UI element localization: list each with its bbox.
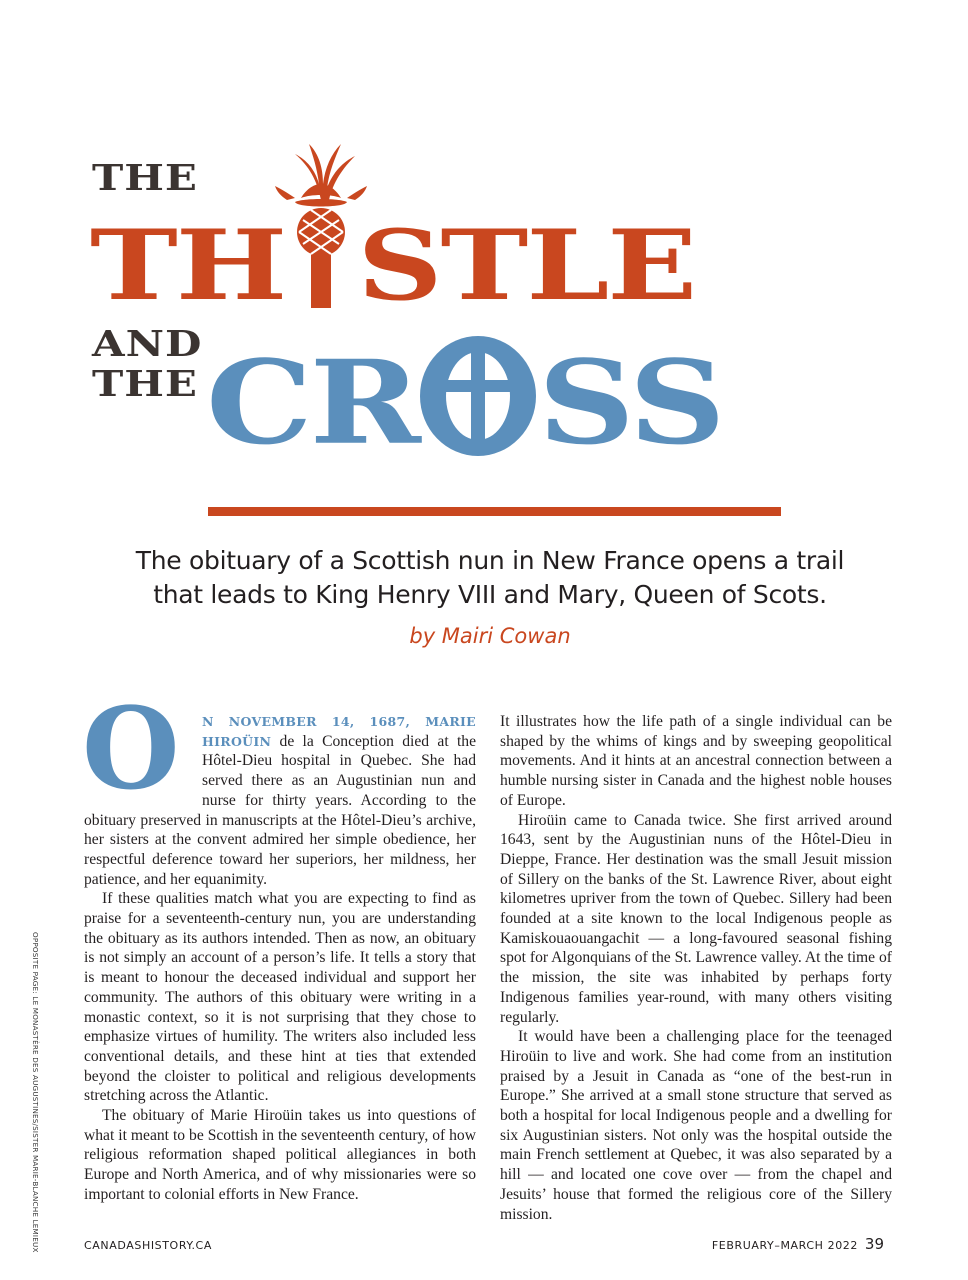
cross-text-right: SS: [538, 334, 723, 471]
article-byline: by Mairi Cowan: [409, 624, 571, 648]
deck-line-2: that leads to King Henry VIII and Mary, Queen of Scots.: [153, 580, 827, 609]
thistle-flower-icon: [273, 140, 369, 310]
lead-in: N NOVEMBER 14, 1687, MARIE HIROÜIN: [202, 714, 476, 749]
deck-line-1: The obituary of a Scottish nun in New France opens a trail: [135, 546, 845, 575]
thistle-letter-i-icon: [285, 196, 357, 314]
title-word-thistle: [90, 196, 880, 323]
paragraph-1: [82, 684, 476, 889]
paragraph-2: If these qualities match what you are expecting to find as praise for a seventeenth-century nun, you are understanding the obituary as its authors intended. Then as now, an obituary is not simply an account of a person’s life. It tells a story that is meant to honour the deceased individual and support her community. The authors of this obituary were writing in a monastic context, so it is not surprising that they chose to emphasize virtues of humility. The writers also included less conventional details, and these hint at ties that extended beyond the cloister to political and religious developments stretching across the Atlantic.: [84, 890, 476, 1105]
footer-website: CANADASHISTORY.CA: [84, 1239, 212, 1252]
title-word-the-top: THE: [92, 156, 198, 199]
cross-text-left: CR: [206, 334, 419, 471]
photo-credit: OPPOSITE PAGE: LE MONASTÈRE DES AUGUSTINES/SISTER MARIE-BLANCHE LEMIEUX: [31, 932, 40, 1253]
drop-cap: O: [82, 684, 180, 815]
title-divider: [208, 507, 781, 516]
cross-letter-o-icon: [418, 330, 538, 460]
paragraph-4: It illustrates how the life path of a single individual can be shaped by the whims of kings and by sweeping geopolitical movements. And it hints at an ancestral connection between a humble nursing sister in Canada and the highest noble houses of Europe.: [500, 713, 892, 809]
title-word-the-bottom: THE: [92, 362, 198, 405]
thistle-text-left: TH: [90, 208, 286, 323]
article-deck: [90, 544, 890, 612]
title-word-and: AND: [92, 322, 203, 365]
footer-page-number: 39: [864, 1235, 884, 1253]
footer-issue-date: FEBRUARY–MARCH 2022: [711, 1239, 858, 1252]
article-column-right: [500, 712, 892, 1224]
paragraph-6: It would have been a challenging place for the teenaged Hiroüin to live and work. She had come from an institution praised by a Jesuit in Canada as “one of the best-run in Europe.” She arrived at a small stone structure that served as both a hospital for local Indigenous people and a dwelling for six Augustinian sisters. Not only was the hospital outside the main French settlement at Quebec, it was also separated by a hill — and located one cove over — from the chapel and Jesuits’ house that formed the religious core of the Sillery mission.: [500, 1028, 892, 1223]
thistle-text-right: STLE: [357, 208, 696, 323]
paragraph-5: Hiroüin came to Canada twice. She first arrived around 1643, sent by the Augustinian nuns of the Hôtel-Dieu in Dieppe, France. Her destination was the small Jesuit mission of Sillery on the banks of the St. Lawrence River, about eight kilometres upriver from the town of Quebec. Sillery had been founded at a site known to the local Indigenous people as Kamiskouaouangachit — a long-favoured seasonal fishing spot for Algonquians of the St. Lawrence valley. At the time of the mission, the site was inhabited by perhaps forty Indigenous families year-round, with many others visiting regularly.: [500, 811, 892, 1026]
article-column-left: [82, 684, 476, 1205]
title-word-cross: [206, 330, 886, 471]
paragraph-1-body: de la Conception died at the Hôtel-Dieu hospital in Quebec. She had served there as an Augustinian nun and nurse for thirty years. According to the obituary preserved in manuscripts at the Hôtel-Dieu’s archive, her sisters at the convent admired her simple obedience, her respectful deference toward her superiors, her mildness, her patience, and her equanimity.: [84, 732, 476, 888]
paragraph-3: The obituary of Marie Hiroüin takes us into questions of what it meant to be Scottish in the seventeenth century, of how religious reformation shaped political allegiances in both Europe and North America, and of why missionaries were so important to colonial efforts in New France.: [84, 1107, 476, 1203]
cross-in-o-icon: [418, 334, 538, 458]
